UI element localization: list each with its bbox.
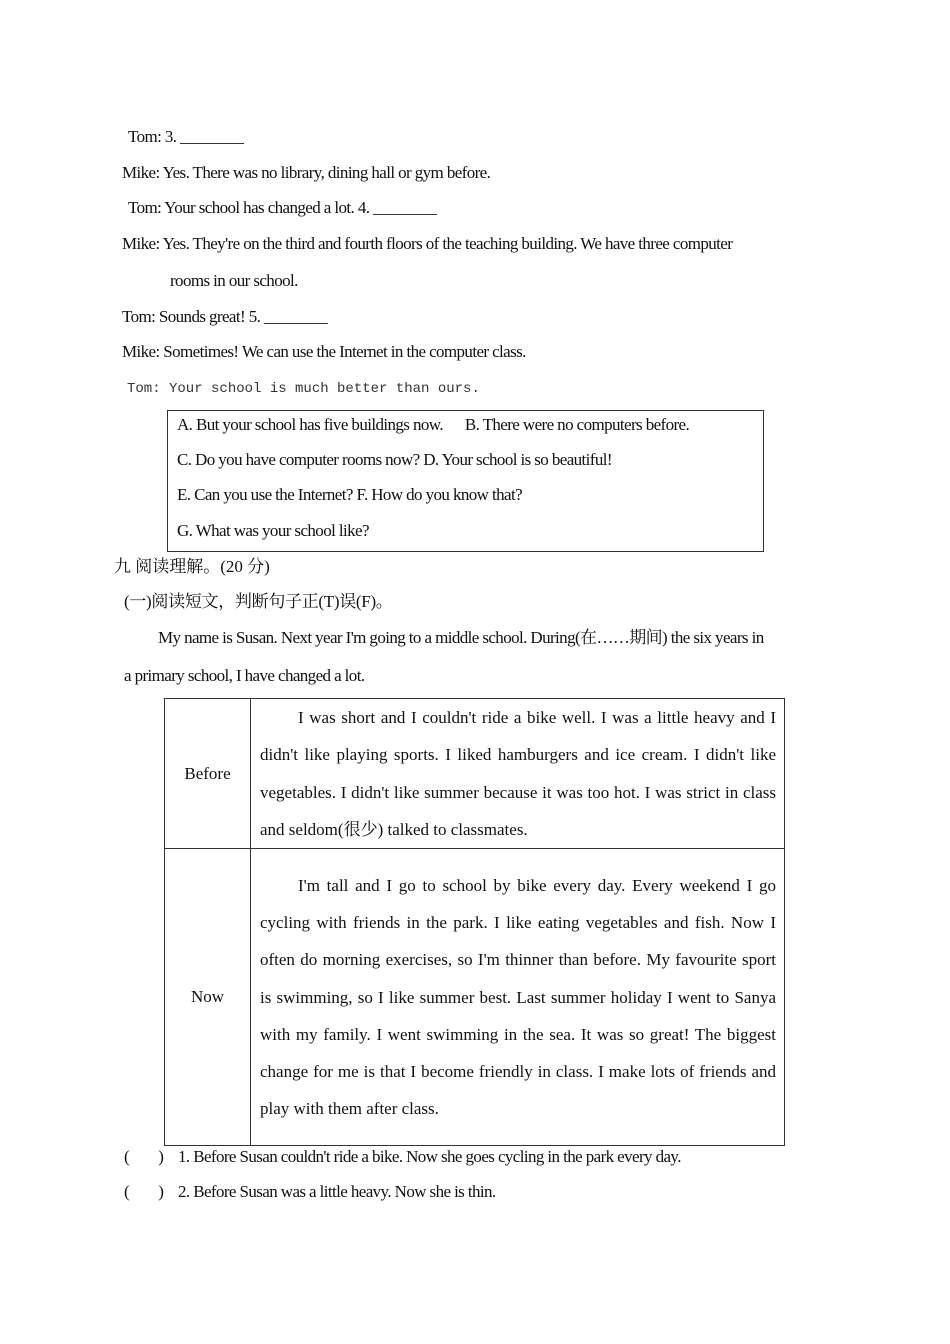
row-label-before: Before [165, 699, 251, 849]
question-text: 2. Before Susan was a little heavy. Now she is thin. [178, 1182, 496, 1201]
section-title: 九 阅读理解。(20 分) [114, 557, 270, 576]
answer-paren[interactable]: ( ) [124, 1182, 164, 1201]
question-text: 1. Before Susan couldn't ride a bike. Now she goes cycling in the park every day. [178, 1147, 681, 1166]
dialogue-line: Tom: 3. ________ [128, 127, 244, 146]
dialogue-line: Tom: Your school has changed a lot. 4. ________ [128, 198, 437, 217]
answer-paren[interactable]: ( ) [124, 1147, 164, 1166]
options-box [167, 410, 764, 552]
option-line: G. What was your school like? [177, 521, 369, 540]
row-text-before: I was short and I couldn't ride a bike well. I was a little heavy and I didn't like playing sports. I liked hamburgers and ice cream. I didn't like vegetables. I didn't like summer because it was too hot. I was strict in class and seldom(很少) talked to classmates. [251, 699, 785, 849]
comparison-table [164, 698, 785, 1146]
option-line: E. Can you use the Internet? F. How do you know that? [177, 485, 523, 504]
part-title: (一)阅读短文，判断句子正(T)误(F)。 [124, 592, 393, 611]
dialogue-line: Mike: Yes. There was no library, dining hall or gym before. [122, 163, 491, 182]
dialogue-line: Tom: Your school is much better than ours. [127, 381, 480, 397]
dialogue-line: Mike: Sometimes! We can use the Internet in the computer class. [122, 342, 526, 361]
dialogue-line: Tom: Sounds great! 5. ________ [122, 307, 328, 326]
option-line: A. But your school has five buildings now. B. There were no computers before. [177, 415, 690, 434]
table-row [165, 699, 785, 849]
intro-line: a primary school, I have changed a lot. [124, 666, 365, 685]
intro-line: My name is Susan. Next year I'm going to a middle school. During(在……期间) the six years in [158, 628, 764, 647]
dialogue-line: rooms in our school. [170, 271, 298, 290]
row-text-now: I'm tall and I go to school by bike every day. Every weekend I go cycling with friends in the park. I like eating vegetables and fish. Now I often do morning exercises, so I'm thinner than before. My favourite sport is swimming, so I like summer best. Last summer holiday I went to Sanya with my family. I went swimming in the sea. It was so great! The biggest change for me is that I become friendly in class. I make lots of friends and play with them after class. [251, 849, 785, 1146]
dialogue-line: Mike: Yes. They're on the third and fourth floors of the teaching building. We have three computer [122, 234, 733, 253]
option-line: C. Do you have computer rooms now? D. Your school is so beautiful! [177, 450, 612, 469]
row-label-now: Now [165, 849, 251, 1146]
table-row [165, 849, 785, 1146]
